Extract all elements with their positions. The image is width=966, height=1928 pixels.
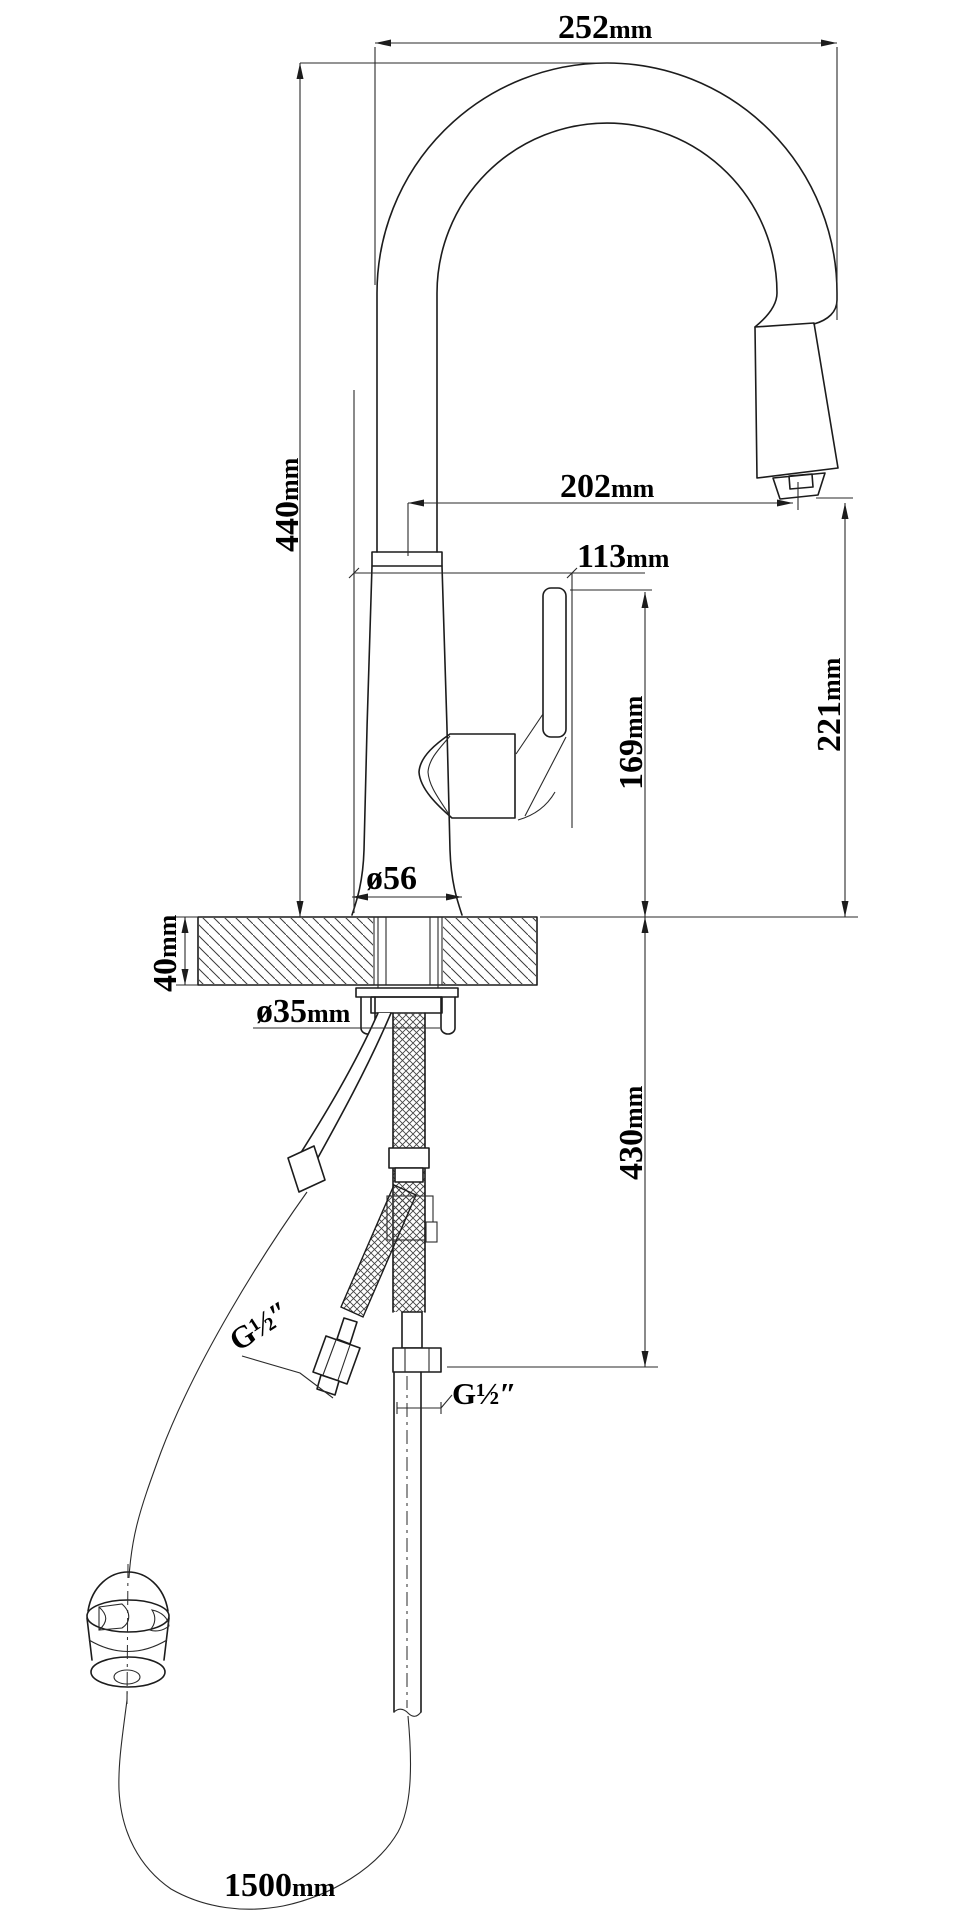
mounting-deck <box>198 917 537 988</box>
dim-label-g12-pipe: G½″ <box>452 1376 517 1411</box>
hose-weight <box>85 1564 170 1704</box>
dim-label-440: 440mm <box>269 457 306 552</box>
hose-length-label <box>224 1867 336 1904</box>
dim-label-1500: 1500mm <box>224 1867 336 1904</box>
dim-label-g12-hose: G½″ <box>222 1293 296 1358</box>
dim-label-35: ø35mm <box>256 993 351 1030</box>
dim-label-40: 40mm <box>147 914 184 992</box>
spray-head <box>755 323 838 499</box>
dimension-handle-height <box>570 590 652 917</box>
dim-label-430: 430mm <box>613 1085 650 1180</box>
braided-supply-hose <box>387 1013 441 1716</box>
dimension-overall-height <box>269 63 610 917</box>
dim-label-202: 202mm <box>560 468 655 505</box>
thread-label-hose <box>223 1293 333 1398</box>
dim-label-56: ø56 <box>366 860 417 897</box>
dimension-spout-clearance <box>811 498 853 917</box>
thread-label-pipe <box>397 1376 516 1414</box>
dim-label-113: 113mm <box>577 538 670 575</box>
dimension-handle-offset <box>349 390 670 913</box>
dimension-base-diameter <box>352 860 462 901</box>
dimension-top-reach <box>375 9 837 320</box>
pullout-hose-stub <box>288 1013 391 1192</box>
dimension-deck-thickness <box>147 914 198 992</box>
dim-label-221: 221mm <box>811 657 848 752</box>
dim-label-169: 169mm <box>613 695 650 790</box>
faucet-handle <box>419 588 566 820</box>
dim-label-252: 252mm <box>558 9 653 46</box>
